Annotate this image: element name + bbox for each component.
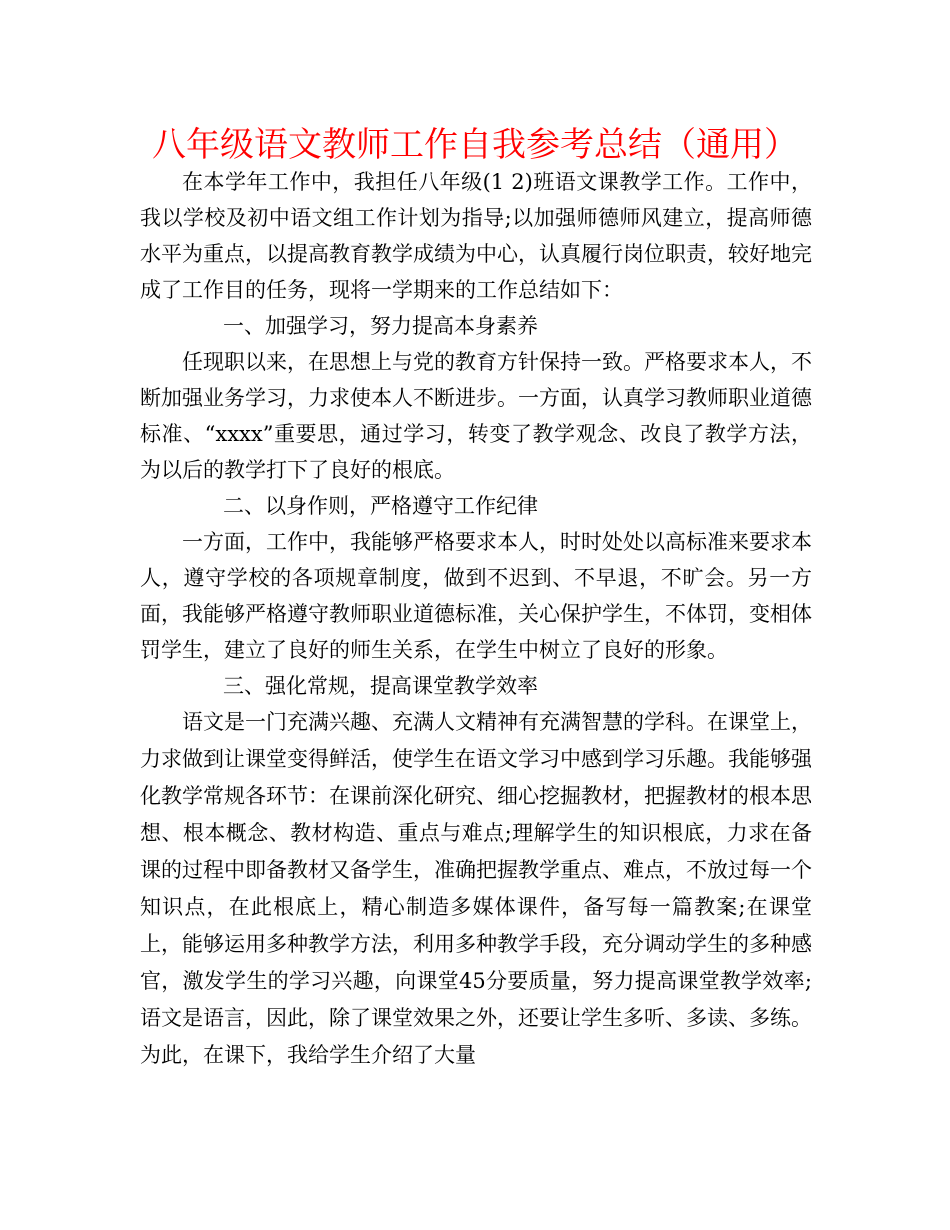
section-heading-1: 一、加强学习，努力提高本身素养 xyxy=(223,314,538,338)
document-body xyxy=(140,164,812,1074)
paragraph-section-1: 任现职以来，在思想上与党的教育方针保持一致。严格要求本人，不断加强业务学习，力求使本人不断进步。一方面，认真学习教师职业道德标准、“xxxx”重要思，通过学习，转变了教学观念、改良了教学方法，为以后的教学打下了良好的根底。 xyxy=(140,350,812,482)
paragraph-section-3: 语文是一门充满兴趣、充满人文精神有充满智慧的学科。在课堂上，力求做到让课堂变得鲜活，使学生在语文学习中感到学习乐趣。我能够强化教学常规各环节：在课前深化研究、细心挖掘教材，把握教材的根本思想、根本概念、教材构造、重点与难点;理解学生的知识根底，力求在备课的过程中即备教材又备学生，准确把握教学重点、难点，不放过每一个知识点，在此根底上，精心制造多媒体课件，备写每一篇教案;在课堂上，能够运用多种教学方法，利用多种教学手段，充分调动学生的多种感官，激发学生的学习兴趣，向课堂45分要质量，努力提高课堂教学效率;语文是语言，因此，除了课堂效果之外，还要让学生多听、多读、多练。为此，在课下，我给学生介绍了大量 xyxy=(140,710,812,1067)
section-heading-2: 二、以身作则，严格遵守工作纪律 xyxy=(223,494,538,518)
paragraph-section-2: 一方面，工作中，我能够严格要求本人，时时处处以高标准来要求本人，遵守学校的各项规章制度，做到不迟到、不早退，不旷会。另一方面，我能够严格遵守教师职业道德标准，关心保护学生，不体罚，变相体罚学生，建立了良好的师生关系，在学生中树立了良好的形象。 xyxy=(140,530,812,662)
document-title: 八年级语文教师工作自我参考总结（通用） xyxy=(152,125,798,165)
section-heading-3: 三、强化常规，提高课堂教学效率 xyxy=(223,674,538,698)
paragraph-intro: 在本学年工作中，我担任八年级(1 2)班语文课教学工作。工作中，我以学校及初中语文组工作计划为指导;以加强师德师风建立，提高师德水平为重点，以提高教育教学成绩为中心，认真履行岗位职责，较好地完成了工作目的任务，现将一学期来的工作总结如下： xyxy=(140,170,812,302)
